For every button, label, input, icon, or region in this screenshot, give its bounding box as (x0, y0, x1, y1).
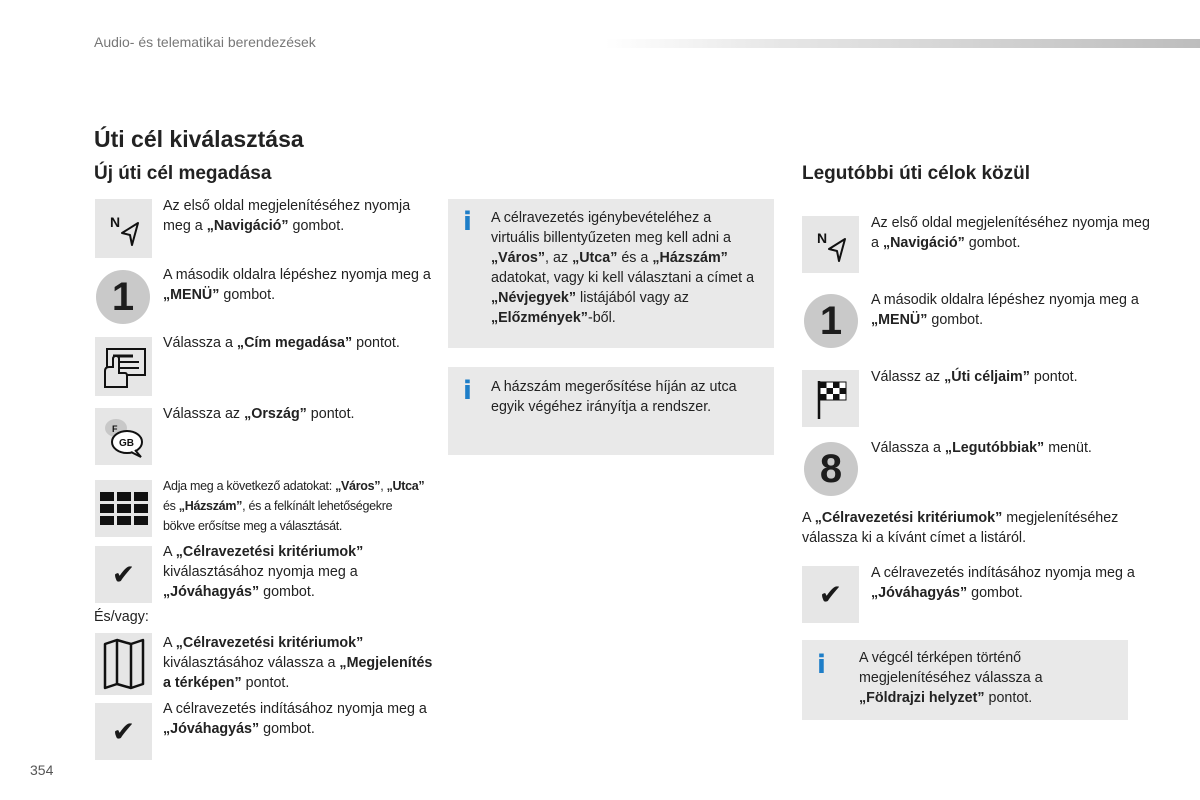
info-note-text: A végcél térképen történő megjelenítéséhez válassza a „Földrajzi helyzet” pontot. (859, 650, 1043, 706)
info-icon: i (463, 207, 472, 237)
step-number-1: 1 (804, 294, 858, 348)
step-map-text: A „Célravezetési kritériumok” kiválasztásához válassza a „Megjelenítés a térképen” pontot. (163, 635, 433, 691)
page-number: 354 (30, 762, 54, 778)
step-number-1: 1 (96, 270, 150, 324)
checkered-flag-icon (802, 370, 859, 427)
left-heading: Új úti cél megadása (94, 163, 272, 184)
right-criteria-text: A „Célravezetési kritériumok” megjelenítéséhez válassza ki a kívánt címet a listáról. (802, 510, 1119, 546)
right-step-destinations-text: Válassz az „Úti céljaim” pontot. (871, 369, 1078, 385)
header-gradient-bar (605, 39, 1200, 48)
and-or-label: És/vagy: (94, 609, 149, 625)
navigation-icon (802, 216, 859, 273)
step-country-text: Válassza az „Ország” pontot. (163, 406, 355, 422)
step-keyboard-text: Adja meg a következő adatokat: „Város”, „Utca” és „Házszám”, és a felkínált lehetőségekre bökve erősítse meg a választását. (163, 479, 425, 533)
check-icon: ✔ (95, 703, 152, 760)
right-heading: Legutóbbi úti célok közül (802, 163, 1030, 184)
info-note-text: A házszám megerősítése híján az utca egyik végéhez irányítja a rendszer. (491, 379, 737, 415)
step-number-8: 8 (804, 442, 858, 496)
right-step-recent-text: Válassza a „Legutóbbiak” menüt. (871, 440, 1092, 456)
info-note-keyboard (448, 199, 774, 348)
language-bubble-icon (95, 408, 152, 465)
step-start-guidance-text: A célravezetés indításához nyomja meg a „Jóváhagyás” gombot. (163, 701, 427, 737)
info-icon: i (463, 376, 472, 406)
right-confirm-text: A célravezetés indításához nyomja meg a „Jóváhagyás” gombot. (871, 565, 1135, 601)
check-icon: ✔ (802, 566, 859, 623)
info-note-map-position (802, 640, 1128, 720)
keyboard-icon (95, 480, 152, 537)
info-icon: i (817, 650, 826, 680)
step-navigation-text: Az első oldal megjelenítéséhez nyomja meg a „Navigáció” gombot. (163, 198, 411, 234)
map-icon (95, 633, 152, 695)
navigation-icon (95, 199, 152, 258)
check-icon: ✔ (95, 546, 152, 603)
svg-text:N: N (109, 213, 120, 230)
svg-text:N: N (816, 229, 827, 246)
right-step-navigation-text: Az első oldal megjelenítéséhez nyomja meg a „Navigáció” gombot. (871, 215, 1150, 251)
address-card-icon (95, 337, 152, 396)
info-note-text: A célravezetés igénybevételéhez a virtuális billentyűzeten meg kell adni a „Város”, az „Utca” és a „Házszám” adatokat, vagy ki kell választani a címet a „Névjegyek” listájából vagy az „Előzmények”-ből. (491, 210, 755, 326)
svg-text:F: F (111, 423, 117, 434)
step-address-text: Válassza a „Cím megadása” pontot. (163, 335, 400, 351)
svg-text:GB: GB (118, 437, 134, 449)
step-confirm-criteria-text: A „Célravezetési kritériumok” kiválasztásához nyomja meg a „Jóváhagyás” gombot. (163, 544, 364, 600)
right-step-menu-text: A második oldalra lépéshez nyomja meg a „MENÜ” gombot. (871, 292, 1139, 328)
step-menu-text: A második oldalra lépéshez nyomja meg a „MENÜ” gombot. (163, 267, 431, 303)
page-title: Úti cél kiválasztása (94, 126, 304, 152)
info-note-house-number (448, 367, 774, 455)
running-header: Audio- és telematikai berendezések (94, 34, 316, 50)
